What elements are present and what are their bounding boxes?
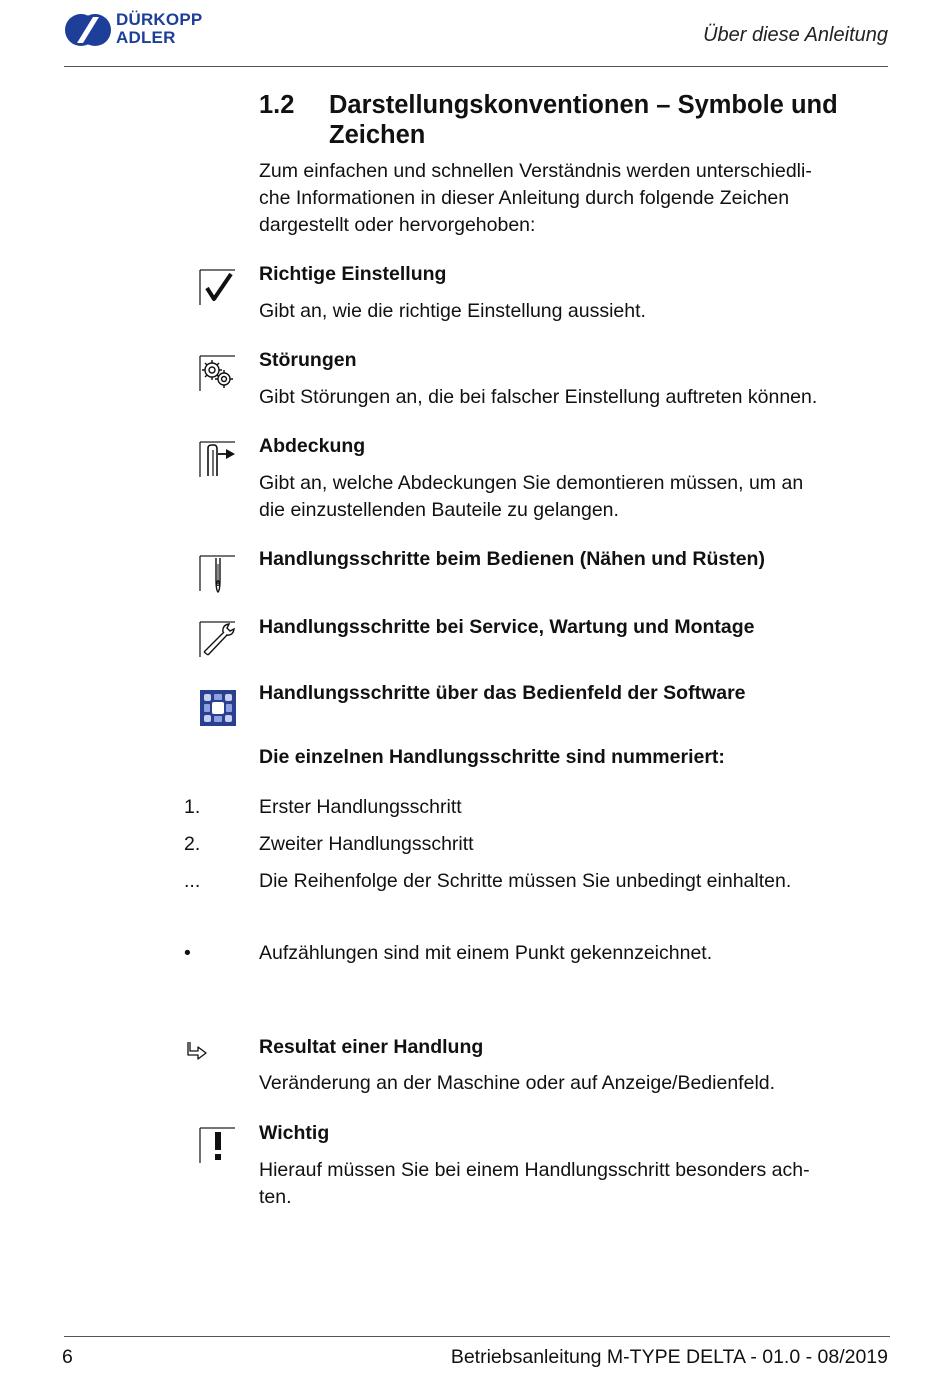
symbol-description: Gibt Störungen an, die bei falscher Einstellung auftreten können. [259, 386, 818, 408]
step-text: Erster Handlungsschritt [259, 796, 462, 818]
logo-text-line1: DÜRKOPP [116, 10, 203, 29]
intro-line: Zum einfachen und schnellen Verständnis werden unterschiedli- [259, 160, 812, 182]
step-marker: 1. [184, 796, 201, 818]
page-number: 6 [62, 1346, 73, 1368]
header-rule [64, 66, 888, 67]
step-marker: ... [184, 870, 201, 892]
cover-icon [198, 440, 238, 480]
section-number: 1.2 [259, 91, 295, 119]
steps-heading: Die einzelnen Handlungsschritte sind nummeriert: [259, 746, 725, 768]
intro-line: che Informationen in dieser Anleitung durch folgende Zeichen [259, 187, 790, 209]
symbol-title: Störungen [259, 349, 357, 371]
symbol-title: Abdeckung [259, 435, 366, 457]
document-reference: Betriebsanleitung M-TYPE DELTA - 01.0 - 08/2019 [450, 1346, 888, 1368]
checkmark-icon [198, 268, 238, 308]
exclamation-icon [198, 1126, 238, 1166]
header-title: Über diese Anleitung [703, 24, 888, 46]
symbol-title: Richtige Einstellung [259, 263, 447, 285]
important-description: ten. [259, 1186, 292, 1208]
symbol-title: Handlungsschritte über das Bedienfeld der Software [259, 682, 746, 704]
company-logo [64, 8, 244, 52]
step-text: Die Reihenfolge der Schritte müssen Sie unbedingt einhalten. [259, 870, 792, 892]
symbol-title: Handlungsschritte beim Bedienen (Nähen und Rüsten) [259, 548, 765, 570]
needle-icon [198, 554, 238, 594]
step-marker: 2. [184, 833, 201, 855]
section-title: Darstellungskonventionen – Symbole und Zeichen [329, 91, 838, 149]
symbol-description: Gibt an, wie die richtige Einstellung aussieht. [259, 300, 646, 322]
logo-mark-icon [64, 12, 112, 48]
intro-line: dargestellt oder hervorgehoben: [259, 214, 536, 236]
symbol-description: Gibt an, welche Abdeckungen Sie demontieren müssen, um an [259, 472, 804, 494]
bullet-text: Aufzählungen sind mit einem Punkt gekennzeichnet. [259, 942, 713, 964]
wrench-icon [198, 620, 238, 660]
result-arrow-icon [186, 1040, 210, 1062]
result-title: Resultat einer Handlung [259, 1036, 484, 1058]
bullet-marker: • [184, 942, 191, 964]
step-text: Zweiter Handlungsschritt [259, 833, 474, 855]
result-description: Veränderung an der Maschine oder auf Anzeige/Bedienfeld. [259, 1072, 776, 1094]
section-heading [259, 90, 899, 152]
control-panel-icon [198, 688, 238, 728]
important-title: Wichtig [259, 1122, 330, 1144]
symbol-title: Handlungsschritte bei Service, Wartung und Montage [259, 616, 755, 638]
footer-rule [64, 1336, 890, 1337]
gear-fault-icon [198, 354, 238, 394]
logo-text-line2: ADLER [116, 28, 176, 47]
important-description: Hierauf müssen Sie bei einem Handlungsschritt besonders ach- [259, 1159, 810, 1181]
symbol-description: die einzustellenden Bauteile zu gelangen. [259, 499, 619, 521]
